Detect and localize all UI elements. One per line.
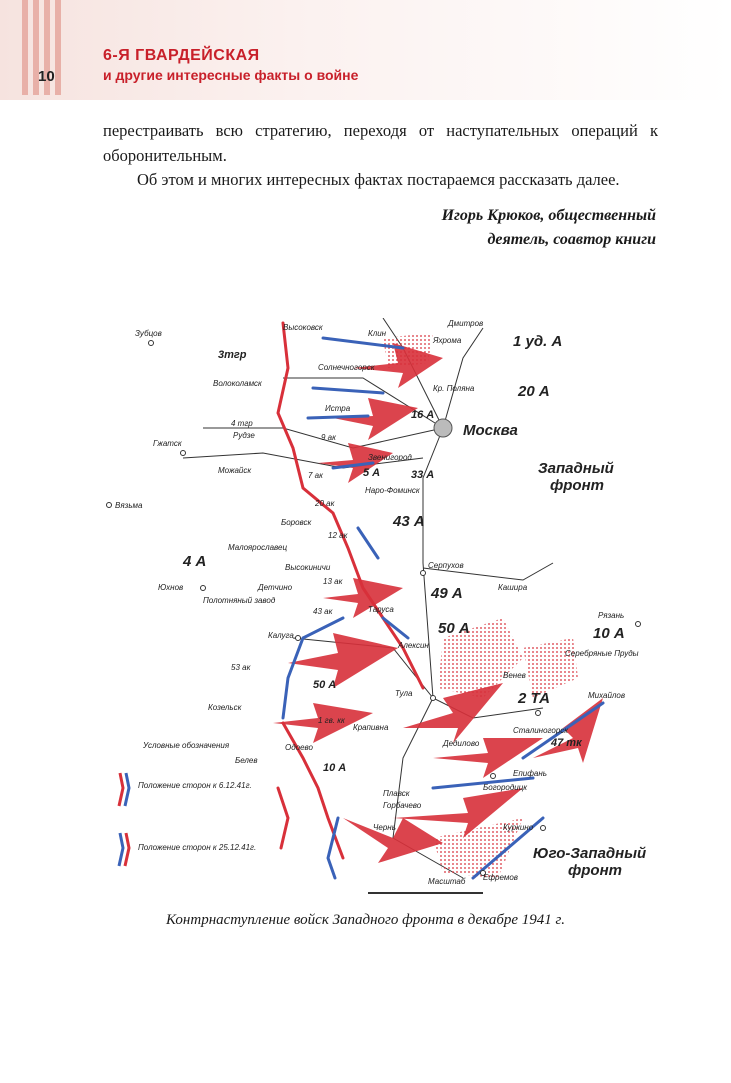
- map-unit: 13 ак: [323, 577, 343, 586]
- signature-line-1: Игорь Крюков, общественный: [441, 207, 656, 224]
- map-city: Плавск: [383, 789, 410, 798]
- map-city: Венев: [503, 671, 526, 680]
- map-city: Высоковск: [283, 323, 323, 332]
- map-label-10-army: 10 А: [593, 625, 625, 642]
- map-unit: 20 ак: [315, 499, 335, 508]
- legend-title: Условные обозначения: [143, 741, 230, 750]
- battle-map: [103, 318, 655, 908]
- running-subtitle: и другие интересные факты о войне: [103, 67, 359, 83]
- map-city: Серебряные Пруды: [565, 649, 639, 658]
- map-city: Одоево: [285, 743, 313, 752]
- map-unit: 50 А: [313, 679, 337, 691]
- map-unit: 4 тгр: [231, 419, 253, 428]
- map-city: Кашира: [498, 583, 528, 592]
- map-label-western-front-1: Западный: [538, 460, 614, 477]
- map-label-sw-front-2: фронт: [568, 862, 622, 879]
- map-city: Юхнов: [158, 583, 184, 592]
- map-city: Михайлов: [588, 691, 626, 700]
- map-unit: 12 ак: [328, 531, 348, 540]
- map-city: Боровск: [281, 518, 312, 527]
- map-city: Крапивна: [353, 723, 389, 732]
- scale-label: Масштаб: [428, 877, 466, 886]
- map-city: Калуга: [268, 631, 294, 640]
- map-city: Чернь: [373, 823, 396, 832]
- map-label-moscow: Москва: [463, 422, 518, 439]
- map-city: Алексин: [398, 641, 429, 650]
- map-label-sw-front-1: Юго-Западный: [533, 845, 647, 862]
- map-city: Рязань: [598, 611, 625, 620]
- map-label-33-army: 33 А: [411, 469, 435, 481]
- map-label-43-army: 43 А: [393, 513, 425, 530]
- map-city: Яхрома: [433, 336, 462, 345]
- map-label-20-army: 20 А: [518, 383, 550, 400]
- map-city: Козельск: [208, 703, 242, 712]
- map-city: Куркино: [503, 823, 534, 832]
- legend-item-2: Положение сторон к 25.12.41г.: [138, 843, 257, 852]
- map-label-50-army: 50 А: [438, 620, 470, 637]
- map-label-5-army: 5 А: [363, 467, 381, 479]
- map-city: Дедилово: [443, 739, 480, 748]
- map-city: Гжатск: [153, 439, 182, 448]
- map-city: Можайск: [218, 466, 252, 475]
- map-city: Зубцов: [135, 329, 162, 338]
- map-label-2-ta: 2 ТА: [518, 690, 550, 707]
- map-city: Тула: [395, 689, 413, 698]
- map-city: Епифань: [513, 769, 547, 778]
- map-unit: 47 тк: [551, 737, 582, 749]
- map-city: Кр. Поляна: [433, 384, 475, 393]
- map-city: Полотняный завод: [203, 596, 276, 605]
- map-label-western-front-2: фронт: [550, 477, 604, 494]
- legend-item-1: Положение сторон к 6.12.41г.: [138, 781, 252, 790]
- map-label-49-army: 49 А: [431, 585, 463, 602]
- map-label-1-shock-army: 1 уд. А: [513, 333, 563, 350]
- map-city: Дмитров: [448, 319, 484, 328]
- map-unit: 7 ак: [308, 471, 323, 480]
- figure-caption: Контрнаступление войск Западного фронта в декабре 1941 г.: [166, 912, 565, 928]
- map-city: Волоколамск: [213, 379, 262, 388]
- map-city: Детчино: [258, 583, 293, 592]
- page-number: 10: [38, 68, 55, 85]
- map-label-16-army: 16 А: [411, 409, 435, 421]
- map-unit: 43 ак: [313, 607, 333, 616]
- map-unit: 10 А: [323, 762, 347, 774]
- paragraph-1: перестраивать всю стратегию, переходя от наступательных операций к оборонительным.: [103, 121, 658, 165]
- map-city: Таруса: [368, 605, 394, 614]
- map-unit: 53 ак: [231, 663, 251, 672]
- map-label-4-army: 4 А: [183, 553, 207, 570]
- map-city: Белев: [235, 756, 258, 765]
- map-city: Звенигород: [368, 453, 412, 462]
- map-unit: 1 гв. кк: [318, 716, 345, 725]
- map-city: Клин: [368, 329, 387, 338]
- map-city: Истра: [325, 404, 351, 413]
- map-unit: 9 ак: [321, 433, 336, 442]
- map-city: Ефремов: [483, 873, 518, 882]
- running-title: 6-Я ГВАРДЕЙСКАЯ: [103, 47, 260, 64]
- paragraph-2: Об этом и многих интересных фактах постараемся рассказать далее.: [137, 170, 620, 189]
- map-unit: 3тгр: [218, 349, 247, 361]
- map-city: Серпухов: [428, 561, 464, 570]
- map-city: Сталиногорск: [513, 726, 569, 735]
- map-city: Рудзе: [233, 431, 255, 440]
- map-city: Наро-Фоминск: [365, 486, 420, 495]
- map-city: Солнечногорск: [318, 363, 375, 372]
- map-city: Вязьма: [115, 501, 143, 510]
- map-city: Высокиничи: [285, 563, 331, 572]
- map-city: Богородицк: [483, 783, 528, 792]
- map-city: Малоярославец: [228, 543, 288, 552]
- map-city: Горбачево: [383, 801, 422, 810]
- signature-line-2: деятель, соавтор книги: [487, 231, 656, 248]
